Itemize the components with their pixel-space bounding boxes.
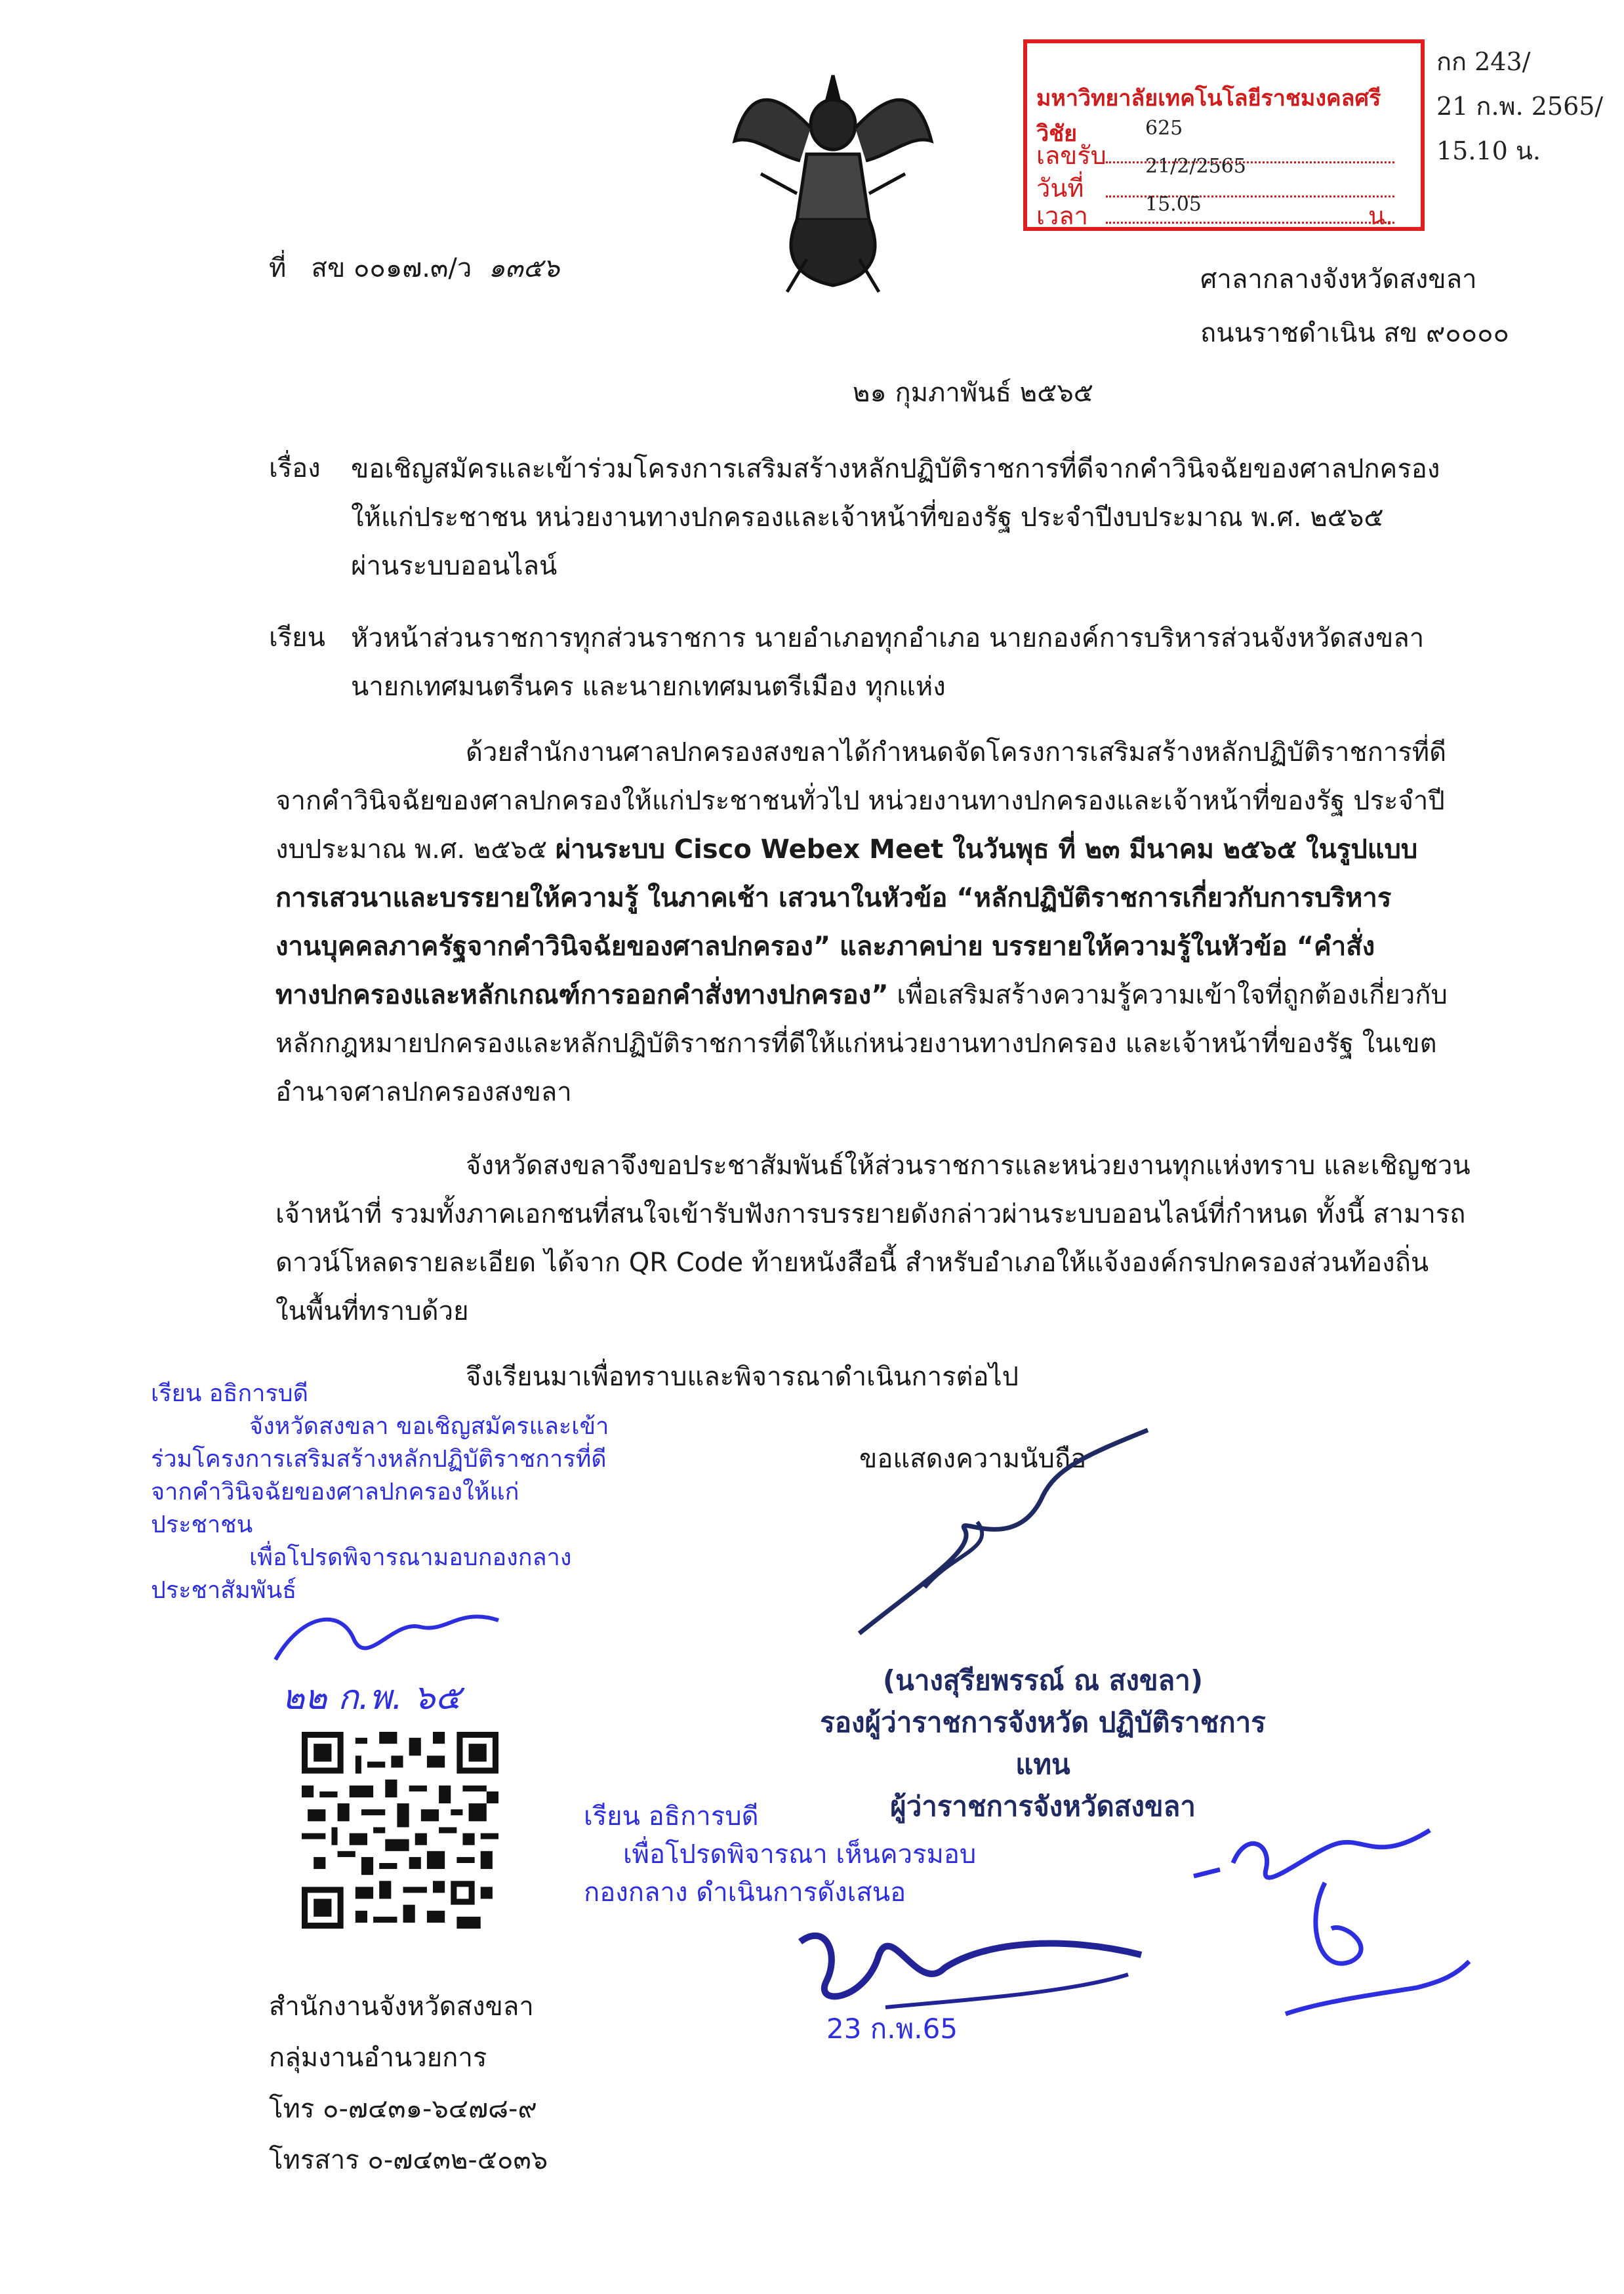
- stamp-time-unit: น.: [1368, 201, 1394, 230]
- address-line: ถนนราชดำเนิน สข ๙๐๐๐๐: [1200, 318, 1509, 348]
- stamp-organization: มหาวิทยาลัยเทคโนโลยีราชมงคลศรีวิชัย: [1036, 85, 1381, 147]
- subject: [351, 445, 1532, 590]
- subject-line: ขอเชิญสมัครและเข้าร่วมโครงการเสริมสร้างหลักปฏิบัติราชการที่ดีจากคำวินิจฉัยของศาลปกครอง: [351, 454, 1440, 484]
- footer-tel: โทร ๐-๗๔๓๑-๖๔๗๘-๙: [269, 2094, 537, 2124]
- signatory-title: รองผู้ว่าราชการจังหวัด ปฏิบัติราชการแทน: [820, 1706, 1266, 1780]
- body-line: หลักกฎหมายปกครองและหลักปฏิบัติราชการที่ดีให้แก่หน่วยงานทางปกครอง และเจ้าหน้าที่ของรัฐ ในเขต: [275, 1029, 1437, 1059]
- ref-handwritten: ๑๓๕๖: [488, 253, 560, 283]
- memo-line: ร่วมโครงการเสริมสร้างหลักปฏิบัติราชการที่ดี: [151, 1446, 607, 1473]
- signatory-title: ผู้ว่าราชการจังหวัดสงขลา: [890, 1790, 1196, 1822]
- ref-label: ที่: [269, 253, 287, 283]
- memo-line: จังหวัดสงขลา ขอเชิญสมัครและเข้า: [249, 1413, 609, 1440]
- salutation-label: เรียน: [269, 623, 325, 653]
- footer-office: สำนักงานจังหวัดสงขลา: [269, 1992, 534, 2022]
- stamp-receipt-no: 625: [1145, 117, 1183, 140]
- official-signature-icon: [846, 1417, 1161, 1653]
- reference-number: [269, 253, 559, 284]
- receipt-handwritten-note: [1436, 39, 1603, 173]
- ref-number: สข ๐๐๑๗.๓/ว: [311, 253, 472, 283]
- body-line: ด้วยสำนักงานศาลปกครองสงขลาได้กำหนดจัดโครงการเสริมสร้างหลักปฏิบัติราชการที่ดี: [466, 737, 1447, 768]
- body-fragment-bold: ทางปกครองและหลักเกณฑ์การออกคำสั่งทางปกครอง”: [275, 980, 889, 1010]
- body-line: ในพื้นที่ทราบด้วย: [275, 1296, 469, 1326]
- note-line: กก 243/: [1436, 47, 1531, 76]
- left-memo-note: [151, 1378, 676, 1607]
- subject-line: ผ่านระบบออนไลน์: [351, 551, 558, 581]
- stamp-time-label: เวลา: [1036, 201, 1088, 230]
- recipient-line: หัวหน้าส่วนราชการทุกส่วนราชการ นายอำเภอทุกอำเภอ นายกองค์การบริหารส่วนจังหวัดสงขลา: [351, 623, 1425, 653]
- stamp-time-value: 15.05: [1145, 193, 1202, 216]
- body-line: การเสวนาและบรรยายให้ความรู้ ในภาคเช้า เสวนาในหัวข้อ “หลักปฏิบัติราชการเกี่ยวกับการบริหาร: [275, 883, 1392, 913]
- right-memo-signature-icon: [787, 1915, 1154, 2020]
- body-paragraph-2: [275, 1141, 1522, 1336]
- letter-date: ๒๑ กุมภาพันธ์ ๒๕๖๕: [853, 378, 1094, 408]
- memo-line: เรียน อธิการบดี: [584, 1801, 759, 1832]
- stamp-receipt-label: เลขรับ: [1036, 141, 1106, 170]
- recipient-line: นายกเทศมนตรีนคร และนายกเทศมนตรีเมือง ทุกแห่ง: [351, 672, 946, 702]
- stamp-line: [1106, 222, 1394, 224]
- note-line: 21 ก.พ. 2565/: [1436, 92, 1604, 121]
- note-line: 15.10 น.: [1436, 136, 1541, 165]
- memo-line: เรียน อธิการบดี: [151, 1380, 308, 1407]
- footer-group: กลุ่มงานอำนวยการ: [269, 2043, 487, 2073]
- left-memo-date: ๒๒ ก.พ. ๖๕: [282, 1678, 461, 1717]
- left-memo-signature-icon: [262, 1601, 538, 1679]
- body-line: จังหวัดสงขลาจึงขอประชาสัมพันธ์ให้ส่วนราชการและหน่วยงานทุกแห่งทราบ และเชิญชวน: [466, 1151, 1471, 1181]
- body-line: [275, 971, 1522, 1019]
- memo-line: จากคำวินิจฉัยของศาลปกครองให้แก่: [151, 1479, 519, 1505]
- body-line: จากคำวินิจฉัยของศาลปกครองให้แก่ประชาชนทั่วไป หน่วยงานทางปกครองและเจ้าหน้าที่ของรัฐ ประจำปี: [275, 786, 1445, 816]
- body-line: เจ้าหน้าที่ รวมทั้งภาคเอกชนที่สนใจเข้ารับฟังการบรรยายดังกล่าวผ่านระบบออนไลน์ที่กำหนด ทั้งนี้ สามารถ: [275, 1199, 1466, 1229]
- subject-line: ให้แก่ประชาชน หน่วยงานทางปกครองและเจ้าหน้าที่ของรัฐ ประจำปีงบประมาณ พ.ศ. ๒๕๖๕: [351, 502, 1384, 533]
- footer-contact: [269, 1981, 548, 2186]
- recipients: [351, 614, 1532, 711]
- executive-signature-icon: [1181, 1804, 1482, 2040]
- body-fragment-bold: ผ่านระบบ Cisco Webex Meet ในวันพุธ ที่ ๒๓ มีนาคม ๒๕๖๕ ในรูปแบบ: [555, 834, 1418, 865]
- memo-line: เพื่อโปรดพิจารณา เห็นควรมอบ: [623, 1839, 977, 1870]
- signatory-name: (นางสุรียพรรณ์ ณ สงขลา): [882, 1664, 1204, 1696]
- body-line: ดาวน์โหลดรายละเอียด ได้จาก QR Code ท้ายหนังสือนี้ สำหรับอำเภอให้แจ้งองค์กรปกครองส่วนท้องถิ่น: [275, 1248, 1429, 1278]
- stamp-date-label: วันที่: [1036, 174, 1084, 203]
- right-memo-date: 23 ก.พ.65: [826, 2013, 958, 2045]
- stamp-date-value: 21/2/2565: [1145, 155, 1246, 178]
- reception-stamp: [1023, 39, 1425, 231]
- memo-line: ประชาสัมพันธ์: [151, 1577, 297, 1604]
- sender-address: [1200, 253, 1509, 360]
- body-line: อำนาจศาลปกครองสงขลา: [275, 1077, 572, 1107]
- garuda-emblem-icon: [721, 62, 944, 298]
- body-fragment: งบประมาณ พ.ศ. ๒๕๖๕: [275, 834, 556, 865]
- body-paragraph-1: [275, 728, 1522, 1116]
- subject-label: เรื่อง: [269, 453, 321, 483]
- body-fragment: เพื่อเสริมสร้างความรู้ความเข้าใจที่ถูกต้องเกี่ยวกับ: [888, 980, 1448, 1010]
- memo-line: เพื่อโปรดพิจารณามอบกองกลาง: [249, 1544, 572, 1571]
- right-memo-note: [584, 1797, 1108, 1912]
- regards: ขอแสดงความนับถือ: [859, 1444, 1087, 1474]
- memo-line: กองกลาง ดำเนินการดังเสนอ: [584, 1877, 906, 1908]
- address-line: ศาลากลางจังหวัดสงขลา: [1200, 264, 1477, 295]
- body-line: [275, 825, 1522, 874]
- memo-line: ประชาชน: [151, 1511, 253, 1538]
- qr-code-icon[interactable]: [302, 1732, 498, 1929]
- footer-fax: โทรสาร ๐-๗๔๓๒-๕๐๓๖: [269, 2145, 548, 2175]
- body-line: งานบุคคลภาครัฐจากคำวินิจฉัยของศาลปกครอง” และภาคบ่าย บรรยายให้ความรู้ในหัวข้อ “คำสั่ง: [275, 932, 1375, 962]
- closing-line: จึงเรียนมาเพื่อทราบและพิจารณาดำเนินการต่อไป: [466, 1362, 1019, 1392]
